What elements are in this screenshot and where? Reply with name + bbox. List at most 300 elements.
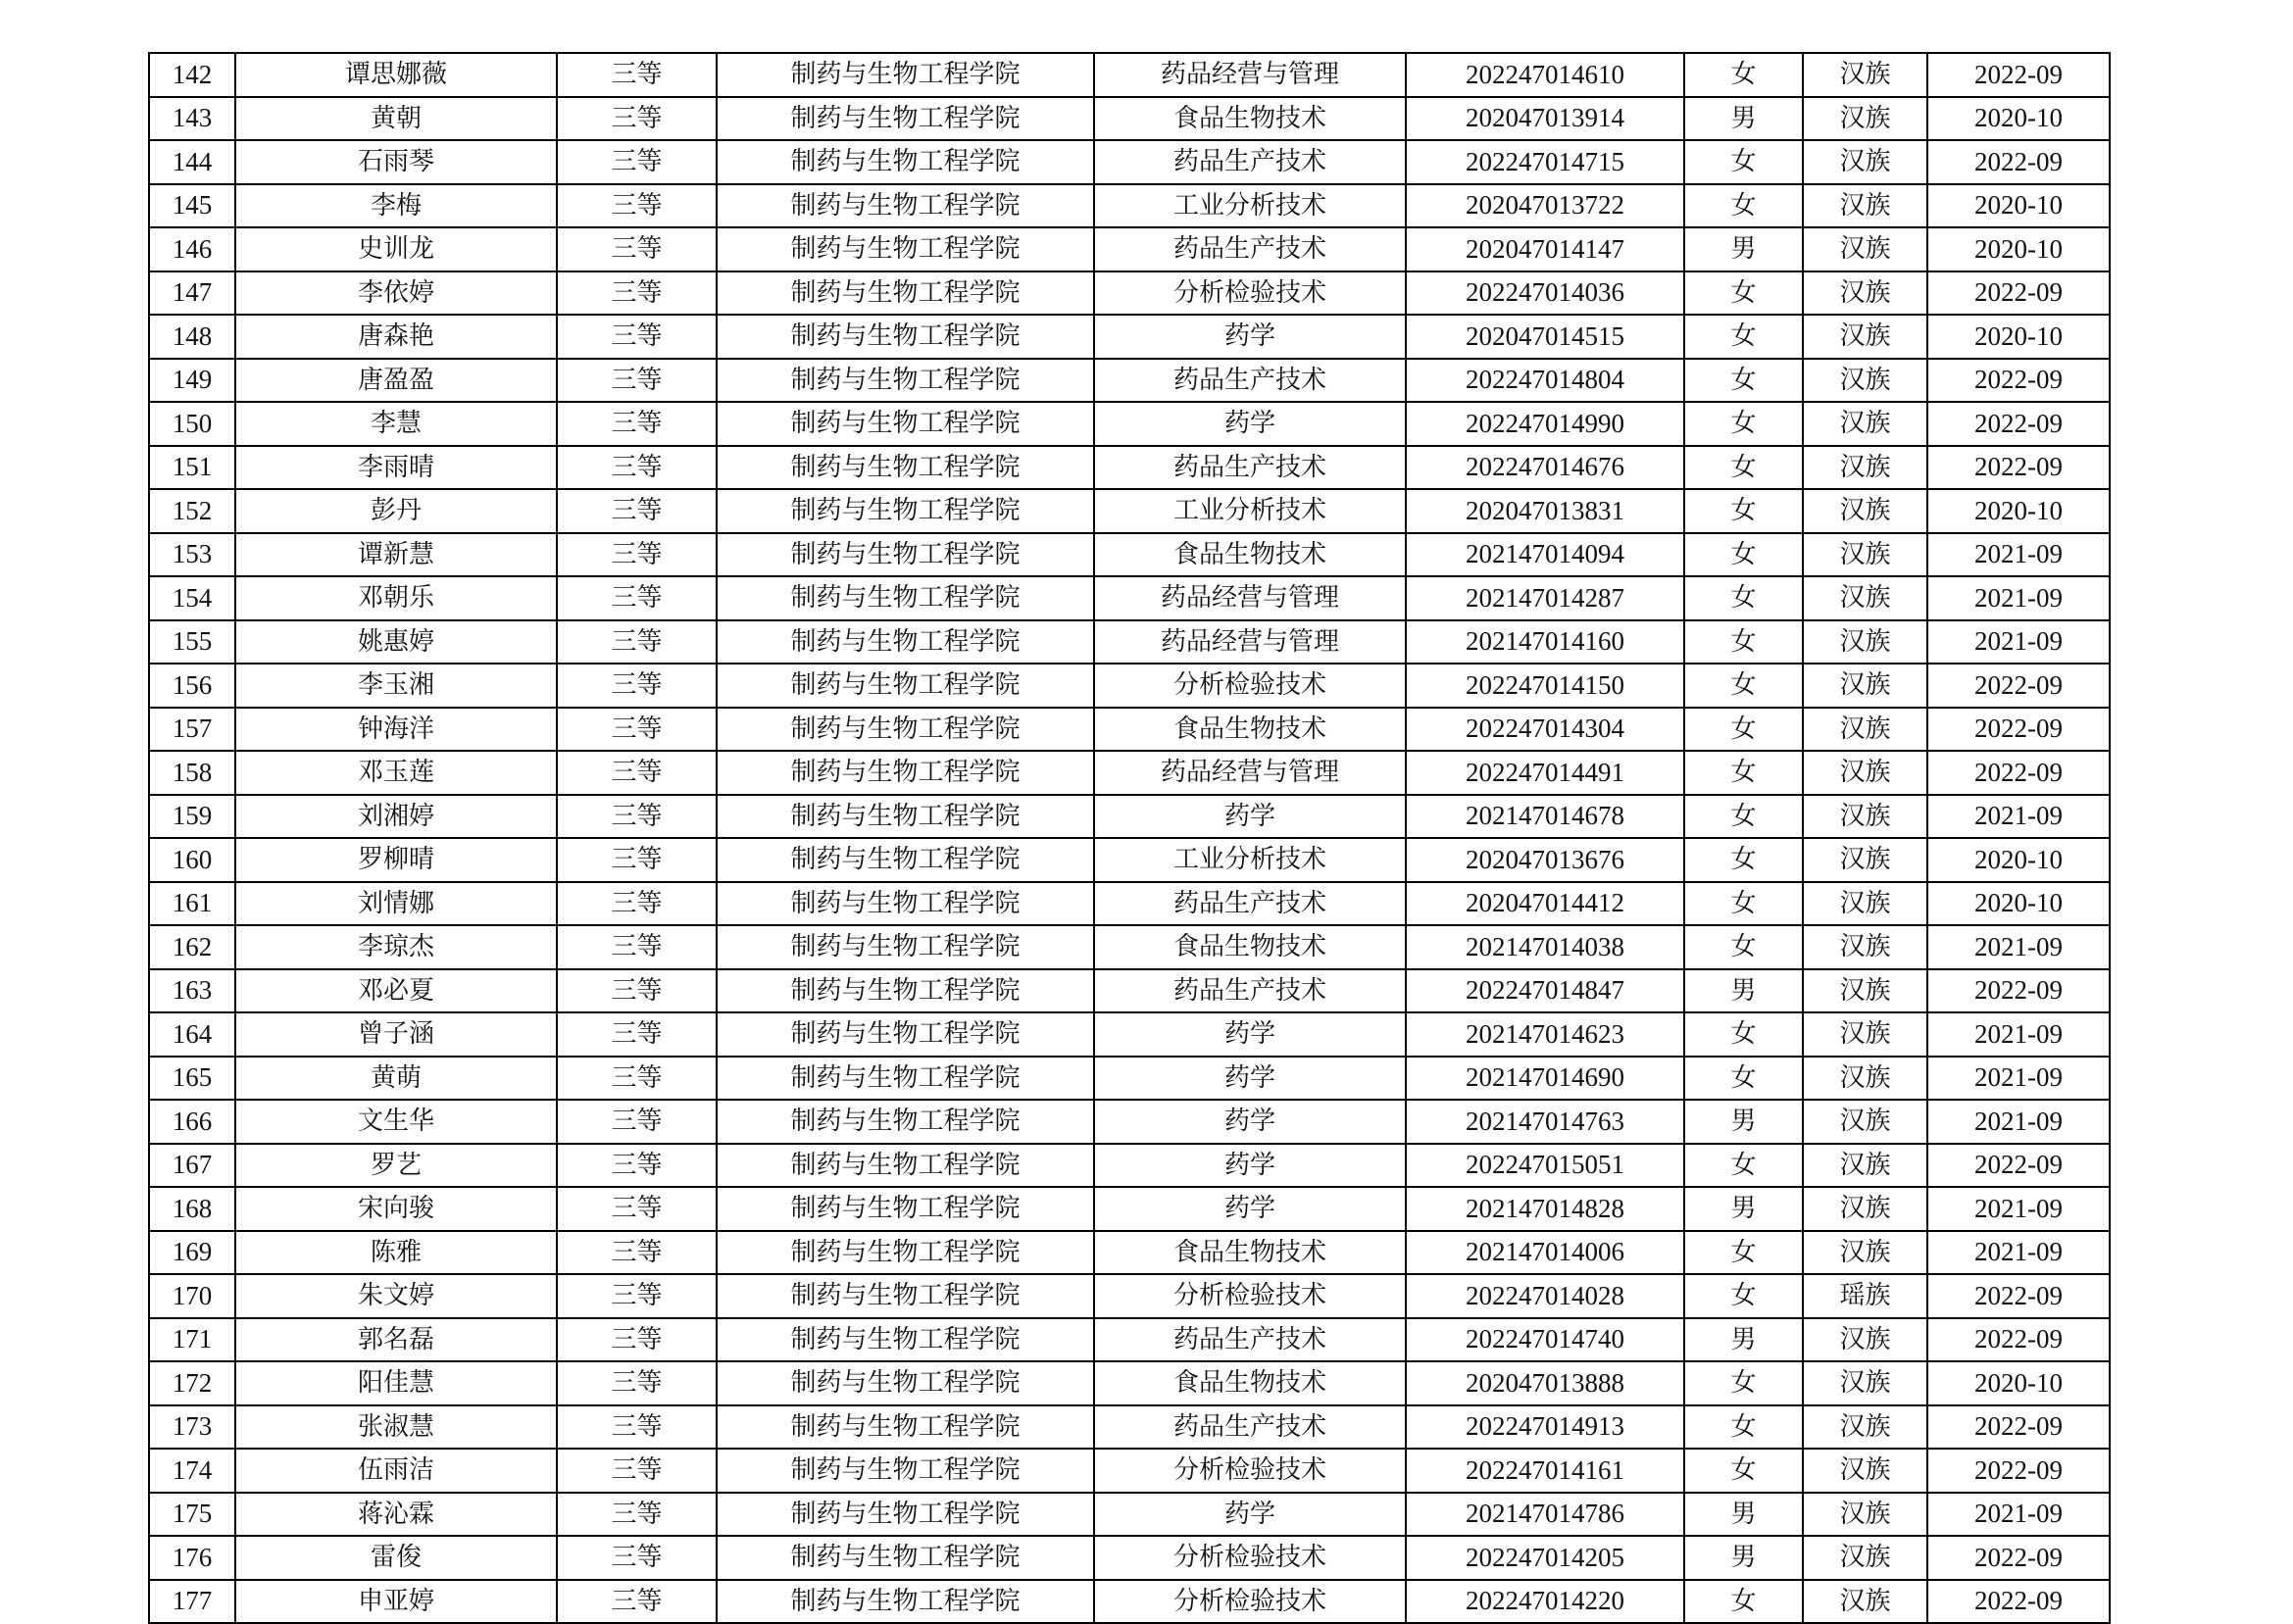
student-name-cell: 李梅 bbox=[235, 184, 557, 228]
college-cell: 制药与生物工程学院 bbox=[717, 1361, 1094, 1405]
gender-cell: 男 bbox=[1684, 1318, 1803, 1362]
major-cell: 分析检验技术 bbox=[1094, 271, 1406, 316]
table-row bbox=[149, 184, 2110, 228]
major-cell: 分析检验技术 bbox=[1094, 1536, 1406, 1580]
college-cell: 制药与生物工程学院 bbox=[717, 925, 1094, 969]
student-name-cell: 彭丹 bbox=[235, 489, 557, 533]
college-cell: 制药与生物工程学院 bbox=[717, 1449, 1094, 1493]
ethnicity-cell: 汉族 bbox=[1803, 969, 1927, 1013]
ethnicity-cell: 汉族 bbox=[1803, 97, 1927, 141]
student-id-cell: 202247014491 bbox=[1406, 751, 1684, 795]
major-cell: 工业分析技术 bbox=[1094, 184, 1406, 228]
college-cell: 制药与生物工程学院 bbox=[717, 751, 1094, 795]
row-number-cell: 163 bbox=[149, 969, 235, 1013]
major-cell: 药品生产技术 bbox=[1094, 1405, 1406, 1450]
award-level-cell: 三等 bbox=[557, 1405, 717, 1450]
college-cell: 制药与生物工程学院 bbox=[717, 489, 1094, 533]
ethnicity-cell: 汉族 bbox=[1803, 359, 1927, 403]
award-level-cell: 三等 bbox=[557, 271, 717, 316]
row-number-cell: 176 bbox=[149, 1536, 235, 1580]
student-id-cell: 202247014028 bbox=[1406, 1274, 1684, 1318]
student-id-cell: 202147014623 bbox=[1406, 1012, 1684, 1057]
table-row bbox=[149, 969, 2110, 1013]
table-row bbox=[149, 1449, 2110, 1493]
award-level-cell: 三等 bbox=[557, 664, 717, 708]
major-cell: 工业分析技术 bbox=[1094, 489, 1406, 533]
row-number-cell: 154 bbox=[149, 576, 235, 620]
major-cell: 食品生物技术 bbox=[1094, 97, 1406, 141]
student-name-cell: 文生华 bbox=[235, 1100, 557, 1144]
gender-cell: 女 bbox=[1684, 402, 1803, 446]
award-level-cell: 三等 bbox=[557, 227, 717, 271]
award-level-cell: 三等 bbox=[557, 925, 717, 969]
enrollment-date-cell: 2022-09 bbox=[1927, 969, 2110, 1013]
ethnicity-cell: 汉族 bbox=[1803, 1318, 1927, 1362]
award-list-table bbox=[148, 52, 2111, 1624]
table-row bbox=[149, 1536, 2110, 1580]
enrollment-date-cell: 2020-10 bbox=[1927, 882, 2110, 926]
student-name-cell: 罗柳晴 bbox=[235, 838, 557, 882]
student-id-cell: 202147014786 bbox=[1406, 1493, 1684, 1537]
row-number-cell: 162 bbox=[149, 925, 235, 969]
gender-cell: 女 bbox=[1684, 925, 1803, 969]
student-name-cell: 陈雅 bbox=[235, 1231, 557, 1275]
college-cell: 制药与生物工程学院 bbox=[717, 1318, 1094, 1362]
student-name-cell: 李依婷 bbox=[235, 271, 557, 316]
college-cell: 制药与生物工程学院 bbox=[717, 620, 1094, 664]
college-cell: 制药与生物工程学院 bbox=[717, 576, 1094, 620]
table-row bbox=[149, 576, 2110, 620]
major-cell: 药学 bbox=[1094, 1493, 1406, 1537]
ethnicity-cell: 汉族 bbox=[1803, 576, 1927, 620]
table-row bbox=[149, 751, 2110, 795]
award-level-cell: 三等 bbox=[557, 1274, 717, 1318]
student-name-cell: 邓朝乐 bbox=[235, 576, 557, 620]
award-level-cell: 三等 bbox=[557, 402, 717, 446]
enrollment-date-cell: 2021-09 bbox=[1927, 1100, 2110, 1144]
award-level-cell: 三等 bbox=[557, 1318, 717, 1362]
table-row bbox=[149, 1187, 2110, 1231]
enrollment-date-cell: 2022-09 bbox=[1927, 708, 2110, 752]
student-name-cell: 宋向骏 bbox=[235, 1187, 557, 1231]
gender-cell: 女 bbox=[1684, 1405, 1803, 1450]
table-row bbox=[149, 795, 2110, 839]
row-number-cell: 170 bbox=[149, 1274, 235, 1318]
student-name-cell: 李雨晴 bbox=[235, 446, 557, 490]
student-name-cell: 谭新慧 bbox=[235, 533, 557, 577]
enrollment-date-cell: 2022-09 bbox=[1927, 1449, 2110, 1493]
gender-cell: 女 bbox=[1684, 1012, 1803, 1057]
award-level-cell: 三等 bbox=[557, 1580, 717, 1624]
student-id-cell: 202147014160 bbox=[1406, 620, 1684, 664]
ethnicity-cell: 汉族 bbox=[1803, 1057, 1927, 1101]
college-cell: 制药与生物工程学院 bbox=[717, 97, 1094, 141]
student-id-cell: 202047013722 bbox=[1406, 184, 1684, 228]
major-cell: 药学 bbox=[1094, 1144, 1406, 1188]
row-number-cell: 165 bbox=[149, 1057, 235, 1101]
row-number-cell: 175 bbox=[149, 1493, 235, 1537]
student-name-cell: 郭名磊 bbox=[235, 1318, 557, 1362]
enrollment-date-cell: 2020-10 bbox=[1927, 97, 2110, 141]
enrollment-date-cell: 2021-09 bbox=[1927, 795, 2110, 839]
student-id-cell: 202147014678 bbox=[1406, 795, 1684, 839]
enrollment-date-cell: 2022-09 bbox=[1927, 359, 2110, 403]
ethnicity-cell: 汉族 bbox=[1803, 315, 1927, 359]
table-row bbox=[149, 1318, 2110, 1362]
college-cell: 制药与生物工程学院 bbox=[717, 708, 1094, 752]
major-cell: 分析检验技术 bbox=[1094, 664, 1406, 708]
award-level-cell: 三等 bbox=[557, 969, 717, 1013]
gender-cell: 女 bbox=[1684, 184, 1803, 228]
enrollment-date-cell: 2022-09 bbox=[1927, 1580, 2110, 1624]
gender-cell: 女 bbox=[1684, 271, 1803, 316]
row-number-cell: 152 bbox=[149, 489, 235, 533]
row-number-cell: 142 bbox=[149, 53, 235, 97]
college-cell: 制药与生物工程学院 bbox=[717, 1231, 1094, 1275]
award-level-cell: 三等 bbox=[557, 751, 717, 795]
row-number-cell: 144 bbox=[149, 140, 235, 184]
student-name-cell: 谭思娜薇 bbox=[235, 53, 557, 97]
ethnicity-cell: 瑶族 bbox=[1803, 1274, 1927, 1318]
enrollment-date-cell: 2022-09 bbox=[1927, 751, 2110, 795]
major-cell: 药品生产技术 bbox=[1094, 446, 1406, 490]
gender-cell: 女 bbox=[1684, 620, 1803, 664]
ethnicity-cell: 汉族 bbox=[1803, 533, 1927, 577]
college-cell: 制药与生物工程学院 bbox=[717, 533, 1094, 577]
student-id-cell: 202147014094 bbox=[1406, 533, 1684, 577]
row-number-cell: 149 bbox=[149, 359, 235, 403]
gender-cell: 女 bbox=[1684, 315, 1803, 359]
gender-cell: 女 bbox=[1684, 1274, 1803, 1318]
college-cell: 制药与生物工程学院 bbox=[717, 664, 1094, 708]
ethnicity-cell: 汉族 bbox=[1803, 1361, 1927, 1405]
student-name-cell: 邓玉莲 bbox=[235, 751, 557, 795]
row-number-cell: 156 bbox=[149, 664, 235, 708]
enrollment-date-cell: 2022-09 bbox=[1927, 53, 2110, 97]
table-row bbox=[149, 140, 2110, 184]
enrollment-date-cell: 2022-09 bbox=[1927, 140, 2110, 184]
award-level-cell: 三等 bbox=[557, 1144, 717, 1188]
gender-cell: 女 bbox=[1684, 751, 1803, 795]
college-cell: 制药与生物工程学院 bbox=[717, 1187, 1094, 1231]
table-row bbox=[149, 359, 2110, 403]
college-cell: 制药与生物工程学院 bbox=[717, 53, 1094, 97]
ethnicity-cell: 汉族 bbox=[1803, 53, 1927, 97]
enrollment-date-cell: 2022-09 bbox=[1927, 1144, 2110, 1188]
major-cell: 药品生产技术 bbox=[1094, 359, 1406, 403]
row-number-cell: 166 bbox=[149, 1100, 235, 1144]
student-id-cell: 202247014220 bbox=[1406, 1580, 1684, 1624]
row-number-cell: 147 bbox=[149, 271, 235, 316]
ethnicity-cell: 汉族 bbox=[1803, 708, 1927, 752]
major-cell: 药品生产技术 bbox=[1094, 882, 1406, 926]
student-name-cell: 邓必夏 bbox=[235, 969, 557, 1013]
student-id-cell: 202047014147 bbox=[1406, 227, 1684, 271]
table-row bbox=[149, 53, 2110, 97]
student-name-cell: 伍雨洁 bbox=[235, 1449, 557, 1493]
college-cell: 制药与生物工程学院 bbox=[717, 271, 1094, 316]
gender-cell: 女 bbox=[1684, 1580, 1803, 1624]
college-cell: 制药与生物工程学院 bbox=[717, 359, 1094, 403]
table-row bbox=[149, 925, 2110, 969]
college-cell: 制药与生物工程学院 bbox=[717, 1144, 1094, 1188]
enrollment-date-cell: 2022-09 bbox=[1927, 1274, 2110, 1318]
major-cell: 药品经营与管理 bbox=[1094, 53, 1406, 97]
college-cell: 制药与生物工程学院 bbox=[717, 882, 1094, 926]
student-id-cell: 202247014161 bbox=[1406, 1449, 1684, 1493]
student-name-cell: 黄萌 bbox=[235, 1057, 557, 1101]
award-level-cell: 三等 bbox=[557, 97, 717, 141]
table-row bbox=[149, 838, 2110, 882]
college-cell: 制药与生物工程学院 bbox=[717, 1536, 1094, 1580]
gender-cell: 女 bbox=[1684, 838, 1803, 882]
student-id-cell: 202147014006 bbox=[1406, 1231, 1684, 1275]
enrollment-date-cell: 2021-09 bbox=[1927, 1057, 2110, 1101]
ethnicity-cell: 汉族 bbox=[1803, 402, 1927, 446]
row-number-cell: 167 bbox=[149, 1144, 235, 1188]
ethnicity-cell: 汉族 bbox=[1803, 1580, 1927, 1624]
student-name-cell: 唐盈盈 bbox=[235, 359, 557, 403]
award-level-cell: 三等 bbox=[557, 1100, 717, 1144]
table-row bbox=[149, 1580, 2110, 1624]
major-cell: 药学 bbox=[1094, 1012, 1406, 1057]
student-name-cell: 姚惠婷 bbox=[235, 620, 557, 664]
student-name-cell: 唐森艳 bbox=[235, 315, 557, 359]
major-cell: 药品经营与管理 bbox=[1094, 620, 1406, 664]
award-level-cell: 三等 bbox=[557, 1493, 717, 1537]
student-name-cell: 张淑慧 bbox=[235, 1405, 557, 1450]
row-number-cell: 169 bbox=[149, 1231, 235, 1275]
college-cell: 制药与生物工程学院 bbox=[717, 184, 1094, 228]
enrollment-date-cell: 2022-09 bbox=[1927, 271, 2110, 316]
major-cell: 药学 bbox=[1094, 1187, 1406, 1231]
table-row bbox=[149, 533, 2110, 577]
college-cell: 制药与生物工程学院 bbox=[717, 315, 1094, 359]
table-row bbox=[149, 446, 2110, 490]
ethnicity-cell: 汉族 bbox=[1803, 1231, 1927, 1275]
table-row bbox=[149, 1405, 2110, 1450]
enrollment-date-cell: 2020-10 bbox=[1927, 184, 2110, 228]
row-number-cell: 161 bbox=[149, 882, 235, 926]
gender-cell: 男 bbox=[1684, 227, 1803, 271]
major-cell: 食品生物技术 bbox=[1094, 708, 1406, 752]
gender-cell: 男 bbox=[1684, 1100, 1803, 1144]
gender-cell: 女 bbox=[1684, 795, 1803, 839]
student-id-cell: 202147014287 bbox=[1406, 576, 1684, 620]
enrollment-date-cell: 2021-09 bbox=[1927, 1231, 2110, 1275]
ethnicity-cell: 汉族 bbox=[1803, 489, 1927, 533]
college-cell: 制药与生物工程学院 bbox=[717, 140, 1094, 184]
table-row bbox=[149, 1012, 2110, 1057]
student-id-cell: 202047013831 bbox=[1406, 489, 1684, 533]
award-level-cell: 三等 bbox=[557, 140, 717, 184]
row-number-cell: 143 bbox=[149, 97, 235, 141]
major-cell: 食品生物技术 bbox=[1094, 1361, 1406, 1405]
college-cell: 制药与生物工程学院 bbox=[717, 795, 1094, 839]
student-name-cell: 曾子涵 bbox=[235, 1012, 557, 1057]
student-id-cell: 202047013914 bbox=[1406, 97, 1684, 141]
row-number-cell: 174 bbox=[149, 1449, 235, 1493]
row-number-cell: 155 bbox=[149, 620, 235, 664]
row-number-cell: 148 bbox=[149, 315, 235, 359]
award-level-cell: 三等 bbox=[557, 795, 717, 839]
ethnicity-cell: 汉族 bbox=[1803, 140, 1927, 184]
college-cell: 制药与生物工程学院 bbox=[717, 1405, 1094, 1450]
gender-cell: 男 bbox=[1684, 1187, 1803, 1231]
table-row bbox=[149, 402, 2110, 446]
award-level-cell: 三等 bbox=[557, 1231, 717, 1275]
row-number-cell: 151 bbox=[149, 446, 235, 490]
enrollment-date-cell: 2022-09 bbox=[1927, 1405, 2110, 1450]
ethnicity-cell: 汉族 bbox=[1803, 838, 1927, 882]
student-id-cell: 202047014412 bbox=[1406, 882, 1684, 926]
student-id-cell: 202047014515 bbox=[1406, 315, 1684, 359]
table-row bbox=[149, 1361, 2110, 1405]
award-level-cell: 三等 bbox=[557, 533, 717, 577]
table-row bbox=[149, 271, 2110, 316]
student-name-cell: 李慧 bbox=[235, 402, 557, 446]
row-number-cell: 173 bbox=[149, 1405, 235, 1450]
student-name-cell: 李玉湘 bbox=[235, 664, 557, 708]
student-id-cell: 202247014036 bbox=[1406, 271, 1684, 316]
student-id-cell: 202247014913 bbox=[1406, 1405, 1684, 1450]
student-name-cell: 雷俊 bbox=[235, 1536, 557, 1580]
award-level-cell: 三等 bbox=[557, 184, 717, 228]
college-cell: 制药与生物工程学院 bbox=[717, 1493, 1094, 1537]
award-level-cell: 三等 bbox=[557, 1057, 717, 1101]
award-level-cell: 三等 bbox=[557, 576, 717, 620]
enrollment-date-cell: 2021-09 bbox=[1927, 533, 2110, 577]
student-id-cell: 202147014828 bbox=[1406, 1187, 1684, 1231]
award-level-cell: 三等 bbox=[557, 446, 717, 490]
award-level-cell: 三等 bbox=[557, 489, 717, 533]
enrollment-date-cell: 2022-09 bbox=[1927, 446, 2110, 490]
college-cell: 制药与生物工程学院 bbox=[717, 227, 1094, 271]
college-cell: 制药与生物工程学院 bbox=[717, 838, 1094, 882]
major-cell: 食品生物技术 bbox=[1094, 533, 1406, 577]
student-name-cell: 申亚婷 bbox=[235, 1580, 557, 1624]
gender-cell: 女 bbox=[1684, 1144, 1803, 1188]
enrollment-date-cell: 2020-10 bbox=[1927, 838, 2110, 882]
student-id-cell: 202247014676 bbox=[1406, 446, 1684, 490]
table-row bbox=[149, 1057, 2110, 1101]
gender-cell: 女 bbox=[1684, 1361, 1803, 1405]
ethnicity-cell: 汉族 bbox=[1803, 1187, 1927, 1231]
award-level-cell: 三等 bbox=[557, 1187, 717, 1231]
ethnicity-cell: 汉族 bbox=[1803, 925, 1927, 969]
enrollment-date-cell: 2022-09 bbox=[1927, 1318, 2110, 1362]
row-number-cell: 172 bbox=[149, 1361, 235, 1405]
student-id-cell: 202047013888 bbox=[1406, 1361, 1684, 1405]
ethnicity-cell: 汉族 bbox=[1803, 1536, 1927, 1580]
college-cell: 制药与生物工程学院 bbox=[717, 1274, 1094, 1318]
student-id-cell: 202247015051 bbox=[1406, 1144, 1684, 1188]
major-cell: 分析检验技术 bbox=[1094, 1580, 1406, 1624]
college-cell: 制药与生物工程学院 bbox=[717, 1580, 1094, 1624]
student-id-cell: 202247014304 bbox=[1406, 708, 1684, 752]
major-cell: 食品生物技术 bbox=[1094, 925, 1406, 969]
enrollment-date-cell: 2020-10 bbox=[1927, 1361, 2110, 1405]
table-row bbox=[149, 97, 2110, 141]
major-cell: 药品生产技术 bbox=[1094, 140, 1406, 184]
ethnicity-cell: 汉族 bbox=[1803, 184, 1927, 228]
major-cell: 药品生产技术 bbox=[1094, 1318, 1406, 1362]
enrollment-date-cell: 2021-09 bbox=[1927, 576, 2110, 620]
award-level-cell: 三等 bbox=[557, 882, 717, 926]
major-cell: 分析检验技术 bbox=[1094, 1274, 1406, 1318]
major-cell: 药学 bbox=[1094, 315, 1406, 359]
award-level-cell: 三等 bbox=[557, 1536, 717, 1580]
ethnicity-cell: 汉族 bbox=[1803, 1100, 1927, 1144]
major-cell: 分析检验技术 bbox=[1094, 1449, 1406, 1493]
row-number-cell: 153 bbox=[149, 533, 235, 577]
college-cell: 制药与生物工程学院 bbox=[717, 1100, 1094, 1144]
student-name-cell: 朱文婷 bbox=[235, 1274, 557, 1318]
ethnicity-cell: 汉族 bbox=[1803, 271, 1927, 316]
ethnicity-cell: 汉族 bbox=[1803, 1449, 1927, 1493]
table-body bbox=[149, 53, 2110, 1623]
award-level-cell: 三等 bbox=[557, 1361, 717, 1405]
enrollment-date-cell: 2022-09 bbox=[1927, 402, 2110, 446]
enrollment-date-cell: 2022-09 bbox=[1927, 1536, 2110, 1580]
student-name-cell: 史训龙 bbox=[235, 227, 557, 271]
row-number-cell: 171 bbox=[149, 1318, 235, 1362]
student-id-cell: 202247014847 bbox=[1406, 969, 1684, 1013]
student-id-cell: 202247014150 bbox=[1406, 664, 1684, 708]
gender-cell: 女 bbox=[1684, 708, 1803, 752]
row-number-cell: 168 bbox=[149, 1187, 235, 1231]
college-cell: 制药与生物工程学院 bbox=[717, 402, 1094, 446]
award-level-cell: 三等 bbox=[557, 53, 717, 97]
gender-cell: 女 bbox=[1684, 533, 1803, 577]
student-id-cell: 202147014763 bbox=[1406, 1100, 1684, 1144]
gender-cell: 女 bbox=[1684, 576, 1803, 620]
table-row bbox=[149, 620, 2110, 664]
gender-cell: 女 bbox=[1684, 664, 1803, 708]
ethnicity-cell: 汉族 bbox=[1803, 446, 1927, 490]
ethnicity-cell: 汉族 bbox=[1803, 1405, 1927, 1450]
gender-cell: 女 bbox=[1684, 1231, 1803, 1275]
enrollment-date-cell: 2021-09 bbox=[1927, 1012, 2110, 1057]
ethnicity-cell: 汉族 bbox=[1803, 1012, 1927, 1057]
award-level-cell: 三等 bbox=[557, 708, 717, 752]
major-cell: 食品生物技术 bbox=[1094, 1231, 1406, 1275]
row-number-cell: 164 bbox=[149, 1012, 235, 1057]
college-cell: 制药与生物工程学院 bbox=[717, 1057, 1094, 1101]
enrollment-date-cell: 2021-09 bbox=[1927, 620, 2110, 664]
enrollment-date-cell: 2021-09 bbox=[1927, 1187, 2110, 1231]
table-row bbox=[149, 1231, 2110, 1275]
gender-cell: 女 bbox=[1684, 140, 1803, 184]
enrollment-date-cell: 2020-10 bbox=[1927, 227, 2110, 271]
major-cell: 药品经营与管理 bbox=[1094, 576, 1406, 620]
ethnicity-cell: 汉族 bbox=[1803, 664, 1927, 708]
gender-cell: 男 bbox=[1684, 1493, 1803, 1537]
ethnicity-cell: 汉族 bbox=[1803, 795, 1927, 839]
ethnicity-cell: 汉族 bbox=[1803, 227, 1927, 271]
student-id-cell: 202147014690 bbox=[1406, 1057, 1684, 1101]
gender-cell: 男 bbox=[1684, 97, 1803, 141]
row-number-cell: 150 bbox=[149, 402, 235, 446]
enrollment-date-cell: 2022-09 bbox=[1927, 664, 2110, 708]
enrollment-date-cell: 2021-09 bbox=[1927, 925, 2110, 969]
row-number-cell: 157 bbox=[149, 708, 235, 752]
college-cell: 制药与生物工程学院 bbox=[717, 969, 1094, 1013]
major-cell: 药学 bbox=[1094, 1100, 1406, 1144]
student-id-cell: 202247014990 bbox=[1406, 402, 1684, 446]
ethnicity-cell: 汉族 bbox=[1803, 620, 1927, 664]
student-id-cell: 202247014740 bbox=[1406, 1318, 1684, 1362]
